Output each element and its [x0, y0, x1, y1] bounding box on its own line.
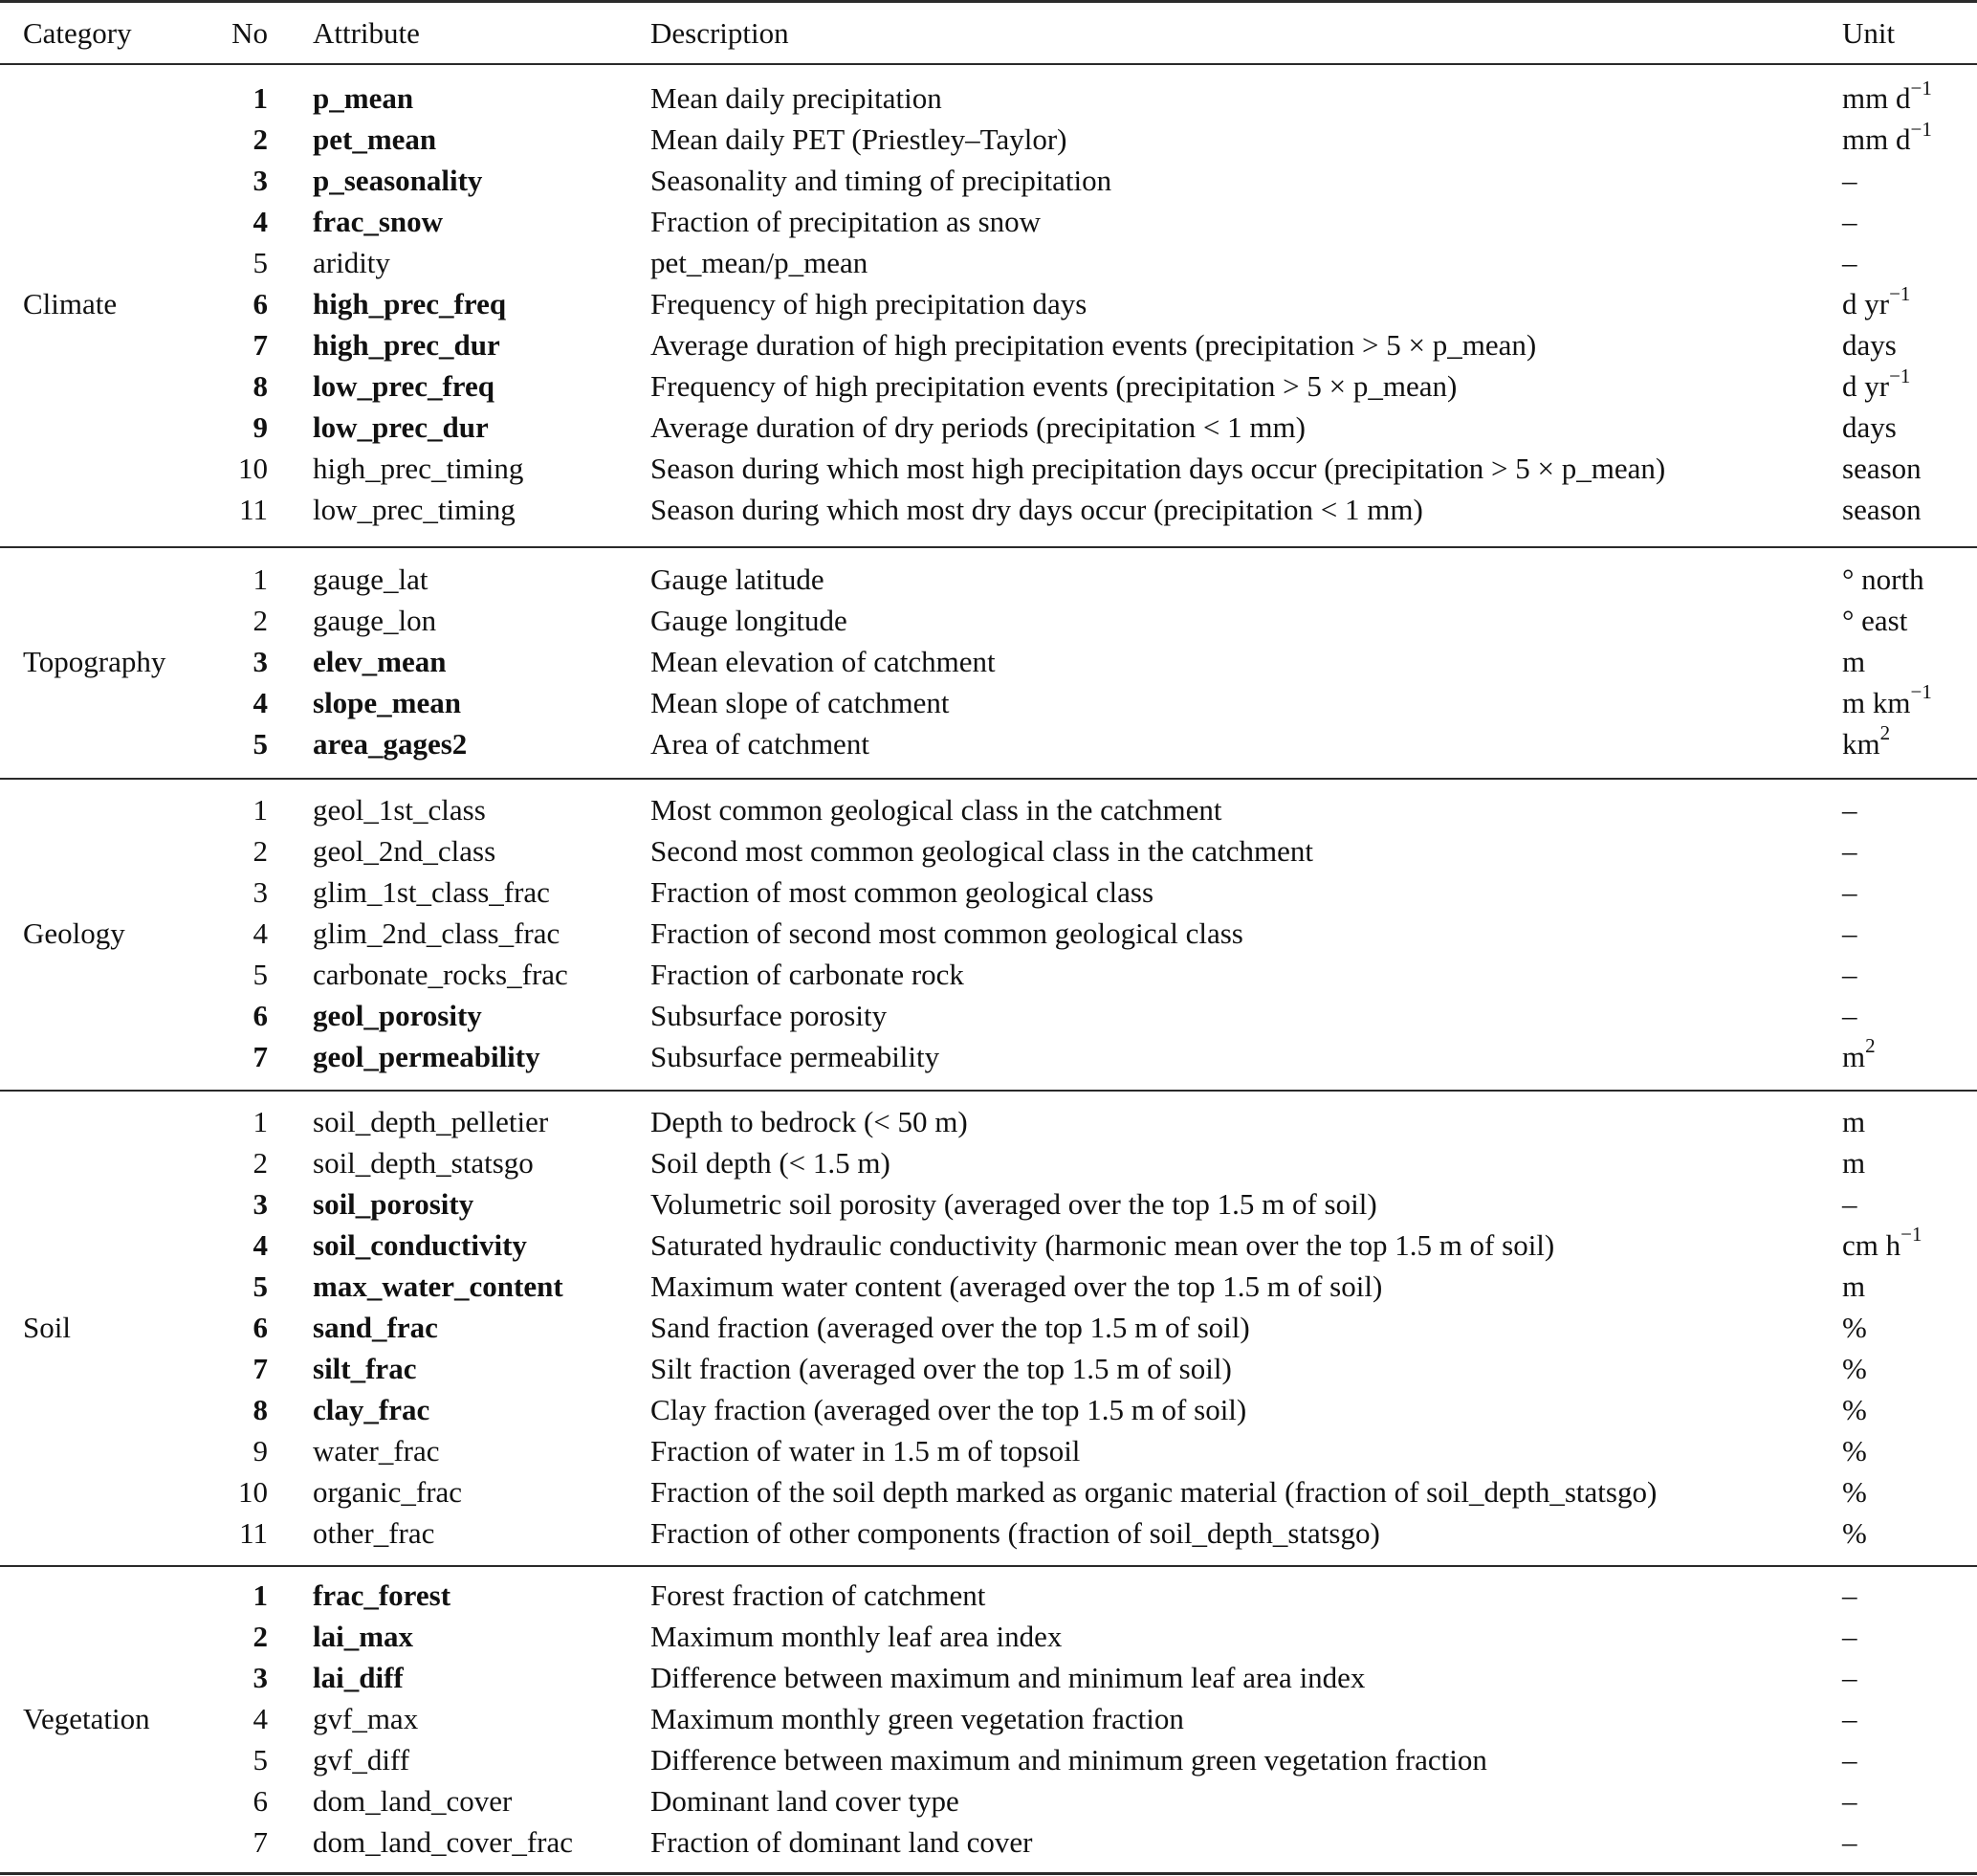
attribute-description: Clay fraction (averaged over the top 1.5 m of soil) — [650, 1392, 1247, 1426]
attribute-unit — [1842, 1512, 1867, 1554]
attribute-description: Difference between maximum and minimum leaf area index — [650, 1660, 1366, 1694]
unit-base: – — [1842, 1783, 1857, 1818]
attribute-name: elev_mean — [313, 644, 447, 678]
attribute-name: low_prec_dur — [313, 410, 489, 444]
unit-base: % — [1842, 1433, 1867, 1468]
attribute-unit — [1842, 160, 1857, 201]
unit-base: % — [1842, 1310, 1867, 1344]
attribute-unit — [1842, 283, 1910, 324]
row-number: 4 — [253, 685, 268, 719]
attribute-name: gvf_max — [313, 1701, 419, 1735]
unit-base: ° east — [1842, 603, 1908, 637]
unit-base: – — [1842, 1701, 1857, 1735]
attribute-name: soil_depth_pelletier — [313, 1104, 549, 1138]
attribute-unit — [1842, 1821, 1857, 1863]
unit-base: km — [1842, 726, 1880, 761]
row-number: 5 — [253, 957, 268, 991]
attribute-name: other_frac — [313, 1515, 435, 1550]
row-number: 7 — [253, 328, 268, 362]
unit-base: mm d — [1842, 122, 1911, 156]
row-number: 4 — [253, 205, 268, 238]
attribute-name: water_frac — [313, 1433, 440, 1468]
attribute-unit — [1842, 448, 1922, 489]
attribute-name: organic_frac — [313, 1474, 463, 1509]
table-row — [0, 242, 1977, 283]
attribute-name: frac_forest — [313, 1578, 451, 1612]
attribute-description: Average duration of high precipitation events (precipitation > 5 × p_mean) — [650, 328, 1537, 362]
unit-exponent: −1 — [1900, 1223, 1922, 1247]
attribute-unit — [1842, 723, 1890, 764]
table-row — [0, 365, 1977, 407]
attribute-description: Maximum monthly leaf area index — [650, 1619, 1063, 1653]
attribute-description: Most common geological class in the catchment — [650, 792, 1222, 827]
table-row — [0, 1101, 1977, 1142]
category-label: Soil — [23, 1310, 71, 1344]
unit-exponent: −1 — [1910, 117, 1932, 141]
attribute-name: pet_mean — [313, 122, 437, 156]
attribute-description: Fraction of other components (fraction of soil_depth_statsgo) — [650, 1515, 1380, 1550]
unit-base: – — [1842, 792, 1857, 827]
attribute-description: Average duration of dry periods (precipitation < 1 mm) — [650, 410, 1306, 444]
table-row — [0, 283, 1977, 324]
row-number: 4 — [253, 1227, 268, 1262]
header-unit: Unit — [1842, 16, 1896, 50]
row-number: 1 — [253, 1104, 268, 1138]
category-label: Climate — [23, 287, 118, 320]
row-number: 7 — [253, 1351, 268, 1385]
table-row — [0, 324, 1977, 365]
attribute-unit — [1842, 1739, 1857, 1780]
unit-base: ° north — [1842, 562, 1924, 596]
attribute-description: Mean daily precipitation — [650, 81, 942, 115]
table-row — [0, 119, 1977, 160]
attribute-name: dom_land_cover — [313, 1783, 513, 1818]
attribute-unit — [1842, 641, 1865, 682]
table-row — [0, 789, 1977, 830]
header-description: Description — [650, 16, 789, 50]
attribute-unit — [1842, 954, 1857, 995]
table-row — [0, 160, 1977, 201]
attribute-unit — [1842, 1225, 1922, 1266]
attribute-unit — [1842, 995, 1857, 1036]
section-soil — [0, 1092, 1977, 1562]
table-row — [0, 448, 1977, 489]
attribute-description: Frequency of high precipitation days — [650, 287, 1087, 320]
section-vegetation — [0, 1567, 1977, 1869]
attribute-name: high_prec_dur — [313, 328, 500, 362]
unit-exponent: 2 — [1865, 1034, 1876, 1058]
row-number: 2 — [253, 1619, 268, 1653]
attribute-unit — [1842, 913, 1857, 954]
unit-base: – — [1842, 1660, 1857, 1694]
attribute-description: Fraction of water in 1.5 m of topsoil — [650, 1433, 1081, 1468]
attribute-name: frac_snow — [313, 205, 444, 238]
table-row — [0, 1225, 1977, 1266]
row-number: 9 — [253, 410, 268, 444]
attribute-name: geol_2nd_class — [313, 833, 496, 868]
header-category: Category — [23, 16, 132, 50]
attribute-name: max_water_content — [313, 1269, 563, 1303]
table-row — [0, 995, 1977, 1036]
row-number: 7 — [253, 1824, 268, 1859]
unit-base: m km — [1842, 685, 1911, 719]
table-row — [0, 77, 1977, 119]
row-number: 7 — [253, 1039, 268, 1073]
attribute-description: Second most common geological class in the catchment — [650, 833, 1314, 868]
attribute-description: Fraction of precipitation as snow — [650, 205, 1042, 238]
row-number: 4 — [253, 1701, 268, 1735]
table-row — [0, 201, 1977, 242]
unit-base: – — [1842, 957, 1857, 991]
attribute-description: Maximum monthly green vegetation fraction — [650, 1701, 1184, 1735]
unit-exponent: −1 — [1910, 76, 1932, 99]
table-row — [0, 1739, 1977, 1780]
unit-base: – — [1842, 246, 1857, 279]
table-row — [0, 1780, 1977, 1821]
table-row — [0, 1575, 1977, 1616]
attribute-unit — [1842, 682, 1932, 723]
row-number: 3 — [253, 164, 268, 197]
attribute-name: area_gages2 — [313, 726, 468, 761]
attribute-description: Season during which most dry days occur (precipitation < 1 mm) — [650, 493, 1423, 526]
bottom-rule — [0, 1872, 1977, 1875]
table-row — [0, 1471, 1977, 1512]
attribute-description: Difference between maximum and minimum green vegetation fraction — [650, 1742, 1487, 1777]
unit-base: – — [1842, 205, 1857, 238]
table-row — [0, 1821, 1977, 1863]
row-number: 10 — [238, 452, 268, 485]
row-number: 5 — [253, 246, 268, 279]
row-number: 1 — [253, 1578, 268, 1612]
table-row — [0, 954, 1977, 995]
table-row — [0, 559, 1977, 600]
row-number: 2 — [253, 1145, 268, 1180]
row-number: 1 — [253, 792, 268, 827]
table-row — [0, 407, 1977, 448]
unit-exponent: 2 — [1879, 721, 1891, 745]
attribute-name: dom_land_cover_frac — [313, 1824, 573, 1859]
unit-base: m — [1842, 1269, 1866, 1303]
table-row — [0, 1698, 1977, 1739]
attribute-name: slope_mean — [313, 685, 461, 719]
table-row — [0, 1389, 1977, 1430]
row-number: 8 — [253, 369, 268, 403]
unit-exponent: −1 — [1910, 680, 1932, 704]
row-number: 6 — [253, 1310, 268, 1344]
unit-base: % — [1842, 1392, 1867, 1426]
attribute-description: Subsurface permeability — [650, 1039, 940, 1073]
attribute-name: lai_max — [313, 1619, 414, 1653]
attribute-description: pet_mean/p_mean — [650, 246, 868, 279]
row-number: 5 — [253, 1269, 268, 1303]
category-label: Topography — [23, 644, 166, 678]
table-row — [0, 1512, 1977, 1554]
header-attribute: Attribute — [313, 16, 420, 50]
attribute-description: Season during which most high precipitation days occur (precipitation > 5 × p_mean) — [650, 452, 1666, 485]
attribute-name: low_prec_freq — [313, 369, 494, 403]
unit-base: – — [1842, 916, 1857, 950]
row-number: 3 — [253, 874, 268, 909]
unit-base: d yr — [1842, 369, 1890, 403]
unit-base: – — [1842, 164, 1857, 197]
unit-base: m — [1842, 1104, 1866, 1138]
unit-base: m — [1842, 644, 1866, 678]
attribute-description: Subsurface porosity — [650, 998, 888, 1032]
row-number: 5 — [253, 1742, 268, 1777]
table-row — [0, 489, 1977, 530]
row-number: 4 — [253, 916, 268, 950]
attribute-unit — [1842, 830, 1857, 872]
attribute-name: lai_diff — [313, 1660, 404, 1694]
table-row — [0, 830, 1977, 872]
unit-base: season — [1842, 493, 1922, 526]
attribute-unit — [1842, 872, 1857, 913]
table-row — [0, 1183, 1977, 1225]
row-number: 6 — [253, 998, 268, 1032]
attribute-description: Maximum water content (averaged over the top 1.5 m of soil) — [650, 1269, 1383, 1303]
unit-base: % — [1842, 1351, 1867, 1385]
attribute-name: glim_1st_class_frac — [313, 874, 550, 909]
attribute-description: Mean elevation of catchment — [650, 644, 996, 678]
attribute-unit — [1842, 201, 1857, 242]
table-row — [0, 1657, 1977, 1698]
table-row — [0, 1036, 1977, 1077]
attribute-name: geol_1st_class — [313, 792, 486, 827]
table-row — [0, 682, 1977, 723]
row-number: 8 — [253, 1392, 268, 1426]
attribute-name: gauge_lon — [313, 603, 437, 637]
unit-base: mm d — [1842, 81, 1911, 115]
row-number: 9 — [253, 1433, 268, 1468]
unit-base: – — [1842, 1186, 1857, 1221]
attribute-name: geol_porosity — [313, 998, 482, 1032]
unit-exponent: −1 — [1889, 281, 1911, 305]
attribute-unit — [1842, 1348, 1867, 1389]
attribute-description: Silt fraction (averaged over the top 1.5 m of soil) — [650, 1351, 1232, 1385]
unit-exponent: −1 — [1889, 364, 1911, 387]
attribute-description: Gauge longitude — [650, 603, 847, 637]
unit-base: cm h — [1842, 1227, 1901, 1262]
unit-base: m — [1842, 1145, 1866, 1180]
attribute-unit — [1842, 1780, 1857, 1821]
top-rule — [0, 0, 1977, 3]
attribute-description: Frequency of high precipitation events (precipitation > 5 × p_mean) — [650, 369, 1458, 403]
attribute-unit — [1842, 1657, 1857, 1698]
attribute-name: p_seasonality — [313, 164, 483, 197]
attribute-unit — [1842, 365, 1910, 407]
attribute-name: soil_depth_statsgo — [313, 1145, 534, 1180]
attribute-description: Fraction of dominant land cover — [650, 1824, 1033, 1859]
table-row — [0, 1430, 1977, 1471]
attribute-unit — [1842, 1575, 1857, 1616]
unit-base: % — [1842, 1474, 1867, 1509]
row-number: 2 — [253, 122, 268, 156]
section-climate — [0, 65, 1977, 542]
attribute-name: high_prec_freq — [313, 287, 507, 320]
attribute-description: Sand fraction (averaged over the top 1.5 m of soil) — [650, 1310, 1250, 1344]
attribute-unit — [1842, 1616, 1857, 1657]
attribute-name: soil_porosity — [313, 1186, 474, 1221]
attribute-description: Area of catchment — [650, 726, 869, 761]
attribute-unit — [1842, 789, 1857, 830]
table-row — [0, 1348, 1977, 1389]
table-header — [0, 4, 1977, 63]
attribute-unit — [1842, 77, 1932, 119]
attribute-unit — [1842, 1183, 1857, 1225]
attribute-unit — [1842, 1430, 1867, 1471]
attribute-description: Volumetric soil porosity (averaged over the top 1.5 m of soil) — [650, 1186, 1377, 1221]
unit-base: – — [1842, 998, 1857, 1032]
attribute-name: gvf_diff — [313, 1742, 410, 1777]
attribute-name: high_prec_timing — [313, 452, 524, 485]
attribute-unit — [1842, 1471, 1867, 1512]
attribute-name: geol_permeability — [313, 1039, 540, 1073]
attribute-unit — [1842, 242, 1857, 283]
unit-base: d yr — [1842, 287, 1890, 320]
section-topography — [0, 548, 1977, 774]
attribute-name: soil_conductivity — [313, 1227, 527, 1262]
row-number: 3 — [253, 644, 268, 678]
category-label: Geology — [23, 916, 125, 950]
table-row — [0, 872, 1977, 913]
attribute-description: Depth to bedrock (< 50 m) — [650, 1104, 968, 1138]
row-number: 11 — [239, 1515, 268, 1550]
attribute-unit — [1842, 1389, 1867, 1430]
attribute-description: Saturated hydraulic conductivity (harmonic mean over the top 1.5 m of soil) — [650, 1227, 1555, 1262]
attribute-unit — [1842, 600, 1907, 641]
attribute-description: Forest fraction of catchment — [650, 1578, 986, 1612]
attribute-description: Mean slope of catchment — [650, 685, 950, 719]
row-number: 11 — [239, 493, 268, 526]
unit-base: m — [1842, 1039, 1866, 1073]
row-number: 6 — [253, 1783, 268, 1818]
row-number: 3 — [253, 1186, 268, 1221]
table-row — [0, 1616, 1977, 1657]
table-row — [0, 913, 1977, 954]
row-number: 5 — [253, 726, 268, 761]
row-number: 2 — [253, 833, 268, 868]
category-label: Vegetation — [23, 1701, 150, 1735]
attribute-description: Fraction of most common geological class — [650, 874, 1154, 909]
row-number: 1 — [253, 81, 268, 115]
attribute-name: glim_2nd_class_frac — [313, 916, 560, 950]
unit-base: % — [1842, 1515, 1867, 1550]
table-row — [0, 1142, 1977, 1183]
attribute-description: Dominant land cover type — [650, 1783, 959, 1818]
attribute-unit — [1842, 119, 1932, 160]
attribute-description: Fraction of the soil depth marked as organic material (fraction of soil_depth_statsgo) — [650, 1474, 1658, 1509]
attribute-name: aridity — [313, 246, 390, 279]
table-row — [0, 641, 1977, 682]
attribute-name: sand_frac — [313, 1310, 438, 1344]
unit-base: – — [1842, 1742, 1857, 1777]
attribute-name: carbonate_rocks_frac — [313, 957, 568, 991]
attribute-description: Fraction of carbonate rock — [650, 957, 964, 991]
section-geology — [0, 780, 1977, 1086]
table-row — [0, 1307, 1977, 1348]
attribute-description: Soil depth (< 1.5 m) — [650, 1145, 890, 1180]
table-row — [0, 600, 1977, 641]
attribute-name: clay_frac — [313, 1392, 430, 1426]
unit-base: days — [1842, 410, 1897, 444]
unit-base: days — [1842, 328, 1897, 362]
attribute-unit — [1842, 1142, 1865, 1183]
attribute-description: Gauge latitude — [650, 562, 824, 596]
attribute-unit — [1842, 1266, 1865, 1307]
attribute-unit — [1842, 1698, 1857, 1739]
row-number: 1 — [253, 562, 268, 596]
attribute-description: Fraction of second most common geological class — [650, 916, 1243, 950]
header-no: No — [231, 16, 268, 50]
row-number: 10 — [238, 1474, 268, 1509]
unit-base: – — [1842, 1619, 1857, 1653]
unit-base: – — [1842, 833, 1857, 868]
attribute-unit — [1842, 407, 1897, 448]
attribute-description: Mean daily PET (Priestley–Taylor) — [650, 122, 1067, 156]
table-row — [0, 723, 1977, 764]
unit-base: – — [1842, 1578, 1857, 1612]
attribute-name: p_mean — [313, 81, 414, 115]
attribute-unit — [1842, 1307, 1867, 1348]
attribute-unit — [1842, 559, 1924, 600]
attribute-description: Seasonality and timing of precipitation — [650, 164, 1112, 197]
unit-base: season — [1842, 452, 1922, 485]
row-number: 3 — [253, 1660, 268, 1694]
attribute-unit — [1842, 1101, 1865, 1142]
unit-base: – — [1842, 1824, 1857, 1859]
attribute-name: silt_frac — [313, 1351, 417, 1385]
unit-base: – — [1842, 874, 1857, 909]
row-number: 2 — [253, 603, 268, 637]
attribute-unit — [1842, 324, 1897, 365]
attribute-name: low_prec_timing — [313, 493, 516, 526]
attribute-unit — [1842, 489, 1922, 530]
table-row — [0, 1266, 1977, 1307]
row-number: 6 — [253, 287, 268, 320]
attribute-unit — [1842, 1036, 1876, 1077]
attribute-name: gauge_lat — [313, 562, 428, 596]
